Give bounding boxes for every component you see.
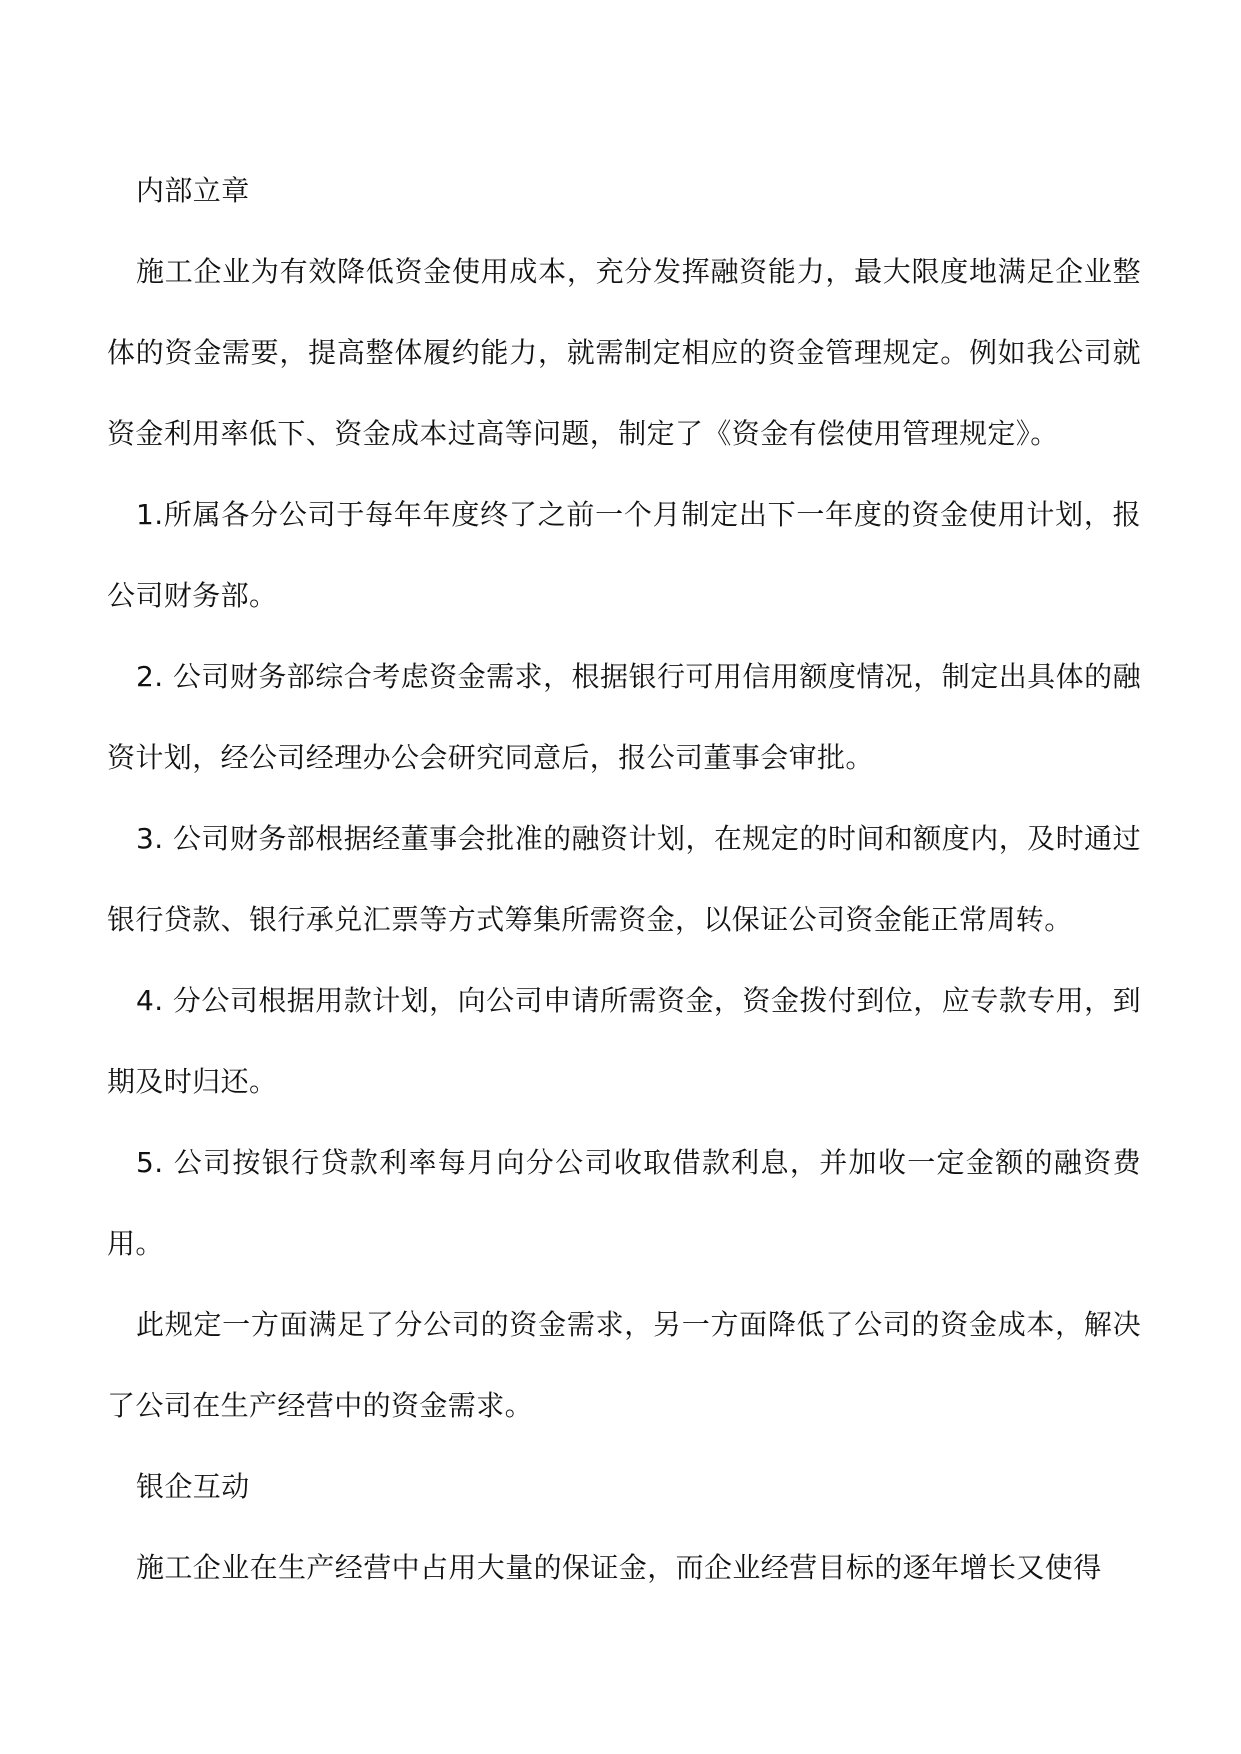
paragraph-intro: 施工企业为有效降低资金使用成本，充分发挥融资能力，最大限度地满足企业整体的资金需要，提高整体履约能力，就需制定相应的资金管理规定。例如我公司就资金利用率低下、资金成本过高等问题，制定了《资金有偿使用管理规定》。 — [107, 255, 1141, 450]
section-heading-bank-enterprise: 银企互动 — [136, 1470, 250, 1503]
paragraph-summary: 此规定一方面满足了分公司的资金需求，另一方面降低了公司的资金成本，解决了公司在生产经营中的资金需求。 — [107, 1308, 1141, 1422]
list-item-1: 1.所属各分公司于每年年度终了之前一个月制定出下一年度的资金使用计划，报公司财务部。 — [107, 498, 1141, 612]
paragraph-bank-intro: 施工企业在生产经营中占用大量的保证金，而企业经营目标的逐年增长又使得 — [136, 1551, 1102, 1584]
section-heading-internal-rules: 内部立章 — [136, 174, 250, 207]
document-page — [107, 150, 1141, 1608]
list-item-3: 3. 公司财务部根据经董事会批准的融资计划，在规定的时间和额度内，及时通过银行贷款、银行承兑汇票等方式筹集所需资金，以保证公司资金能正常周转。 — [107, 822, 1141, 936]
list-item-4: 4. 分公司根据用款计划，向公司申请所需资金，资金拨付到位，应专款专用，到期及时归还。 — [107, 984, 1141, 1098]
list-item-2: 2. 公司财务部综合考虑资金需求，根据银行可用信用额度情况，制定出具体的融资计划，经公司经理办公会研究同意后，报公司董事会审批。 — [107, 660, 1141, 774]
list-item-5: 5. 公司按银行贷款利率每月向分公司收取借款利息，并加收一定金额的融资费用。 — [107, 1146, 1141, 1260]
